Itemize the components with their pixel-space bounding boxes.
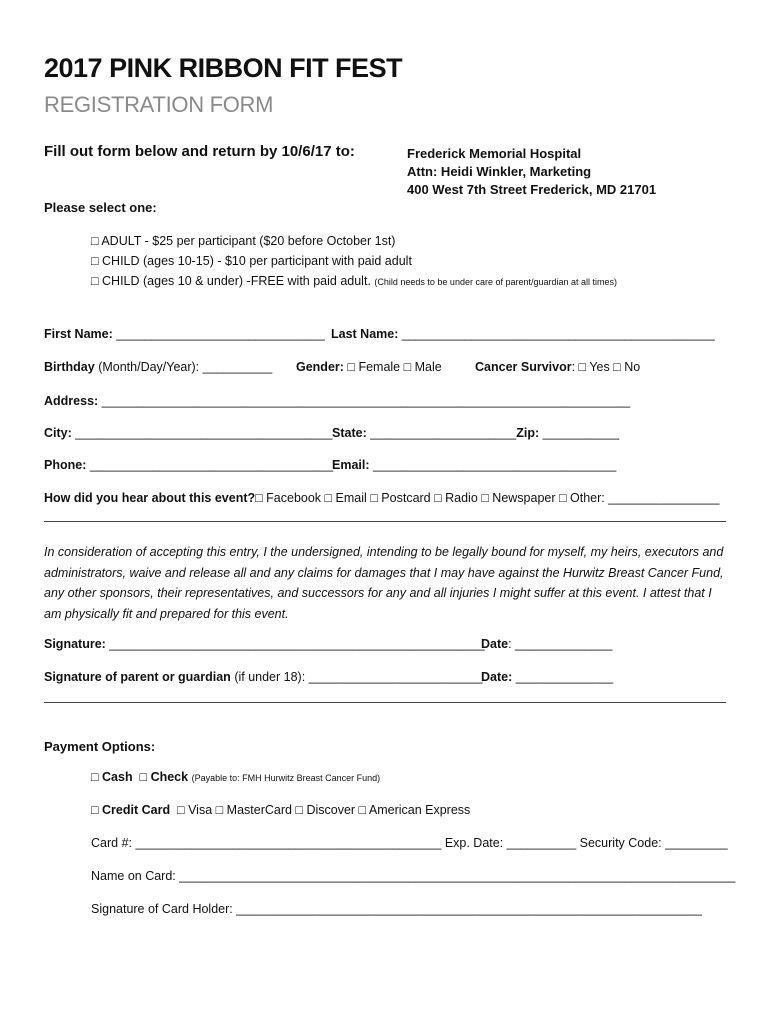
referral-field[interactable] [44,491,719,505]
zip-label: Zip: [516,426,540,440]
city-label: City: [44,426,72,440]
option-child-under-10[interactable] [91,274,617,288]
address-line-3: 400 West 7th Street Frederick, MD 21701 [407,182,657,197]
address-line[interactable]: ____________________________________________________________________________ [101,394,631,408]
phone-line[interactable]: ___________________________________ [89,458,334,472]
state-label: State: [332,426,367,440]
card-holder-signature-line[interactable]: Signature of Card Holder: ___________________________________________________________________ [91,902,702,916]
birthday-label: Birthday [44,360,95,374]
page-subtitle: REGISTRATION FORM [44,92,274,117]
signature-line[interactable]: ______________________________________________________ [109,637,485,651]
state-line[interactable]: _____________________ [370,426,517,440]
last-name-line[interactable]: _____________________________________________ [401,327,715,341]
signature-field[interactable] [44,637,485,651]
parent-date-label: Date: [481,670,513,684]
parent-signature-label: Signature of parent or guardian [44,670,231,684]
last-name-field[interactable] [331,327,715,341]
first-name-line[interactable]: ______________________________ [116,327,325,341]
child-note: (Child needs to be under care of parent/guardian at all times) [374,277,618,287]
last-name-label: Last Name: [331,327,399,341]
cancer-survivor-field[interactable] [475,360,640,374]
zip-line[interactable]: ___________ [542,426,620,440]
cancer-survivor-label: Cancer Survivor [475,360,572,374]
page-title: 2017 PINK RIBBON FIT FEST [44,53,403,83]
email-line[interactable]: ___________________________________ [373,458,617,472]
address-field[interactable] [44,394,630,408]
first-name-label: First Name: [44,327,113,341]
select-prompt: Please select one: [44,200,157,215]
payment-cash-check[interactable] [91,770,380,784]
payment-credit[interactable] [91,803,470,817]
address-line-1: Frederick Memorial Hospital [407,146,582,161]
option-child-10-15[interactable]: □ CHILD (ages 10-15) - $10 per participant with paid adult [91,254,412,268]
check-option[interactable]: □ Check [139,770,189,784]
waiver-text: In consideration of accepting this entry, I the undersigned, intending to be legally bound for myself, my heirs, executors and administrators, waive and release all and any claims for damages that I may have against the Hurwitz Breast Cancer Fund, any other sponsors, their representatives, and successors for any and all injuries I might suffer at this event. I attest that I am physically fit and prepared for this event. [44,545,724,621]
signature-date-line[interactable]: : ______________ [508,637,613,651]
email-field[interactable] [332,458,616,472]
gender-field[interactable] [296,360,442,374]
check-note: (Payable to: FMH Hurwitz Breast Cancer Fund) [191,773,381,783]
parent-signature-field[interactable] [44,670,482,684]
phone-field[interactable] [44,458,333,472]
birthday-line[interactable]: (Month/Day/Year): __________ [98,360,273,374]
credit-card-option[interactable]: □ Credit Card [91,803,171,817]
card-number-line[interactable]: Card #: ____________________________________________ Exp. Date: __________ Security Code: _________ [91,836,728,850]
gender-options[interactable]: □ Female □ Male [347,360,442,374]
referral-options[interactable]: □ Facebook □ Email □ Postcard □ Radio □ Newspaper □ Other: ________________ [255,491,720,505]
referral-label: How did you hear about this event? [44,491,256,505]
instructions: Fill out form below and return by 10/6/17 to: [44,143,355,160]
address-line-2: Attn: Heidi Winkler, Marketing [407,164,592,179]
name-on-card-line[interactable]: Name on Card: ________________________________________________________________________________ [91,869,736,883]
signature-date-label: Date [481,637,509,651]
cancer-survivor-options[interactable]: : □ Yes □ No [571,360,641,374]
parent-date-field[interactable] [481,670,613,684]
email-label: Email: [332,458,370,472]
signature-label: Signature: [44,637,106,651]
city-line[interactable]: _____________________________________ [75,426,333,440]
state-zip-field[interactable] [332,426,619,440]
parent-date-line[interactable]: ______________ [515,670,614,684]
birthday-field[interactable] [44,360,272,374]
divider-1 [44,521,726,522]
payment-heading: Payment Options: [44,739,156,754]
address-label: Address: [44,394,99,408]
city-field[interactable] [44,426,333,440]
first-name-field[interactable] [44,327,325,341]
parent-signature-line[interactable]: (if under 18): _________________________ [234,670,483,684]
divider-2 [44,702,726,703]
option-adult[interactable]: □ ADULT - $25 per participant ($20 before October 1st) [91,234,396,248]
card-type-options[interactable]: □ Visa □ MasterCard □ Discover □ American Express [177,803,471,817]
cash-option[interactable]: □ Cash [91,770,133,784]
signature-date-field[interactable] [481,637,612,651]
option-child-under-10-label: □ CHILD (ages 10 & under) -FREE with paid adult. [91,274,371,288]
gender-label: Gender: [296,360,344,374]
phone-label: Phone: [44,458,87,472]
